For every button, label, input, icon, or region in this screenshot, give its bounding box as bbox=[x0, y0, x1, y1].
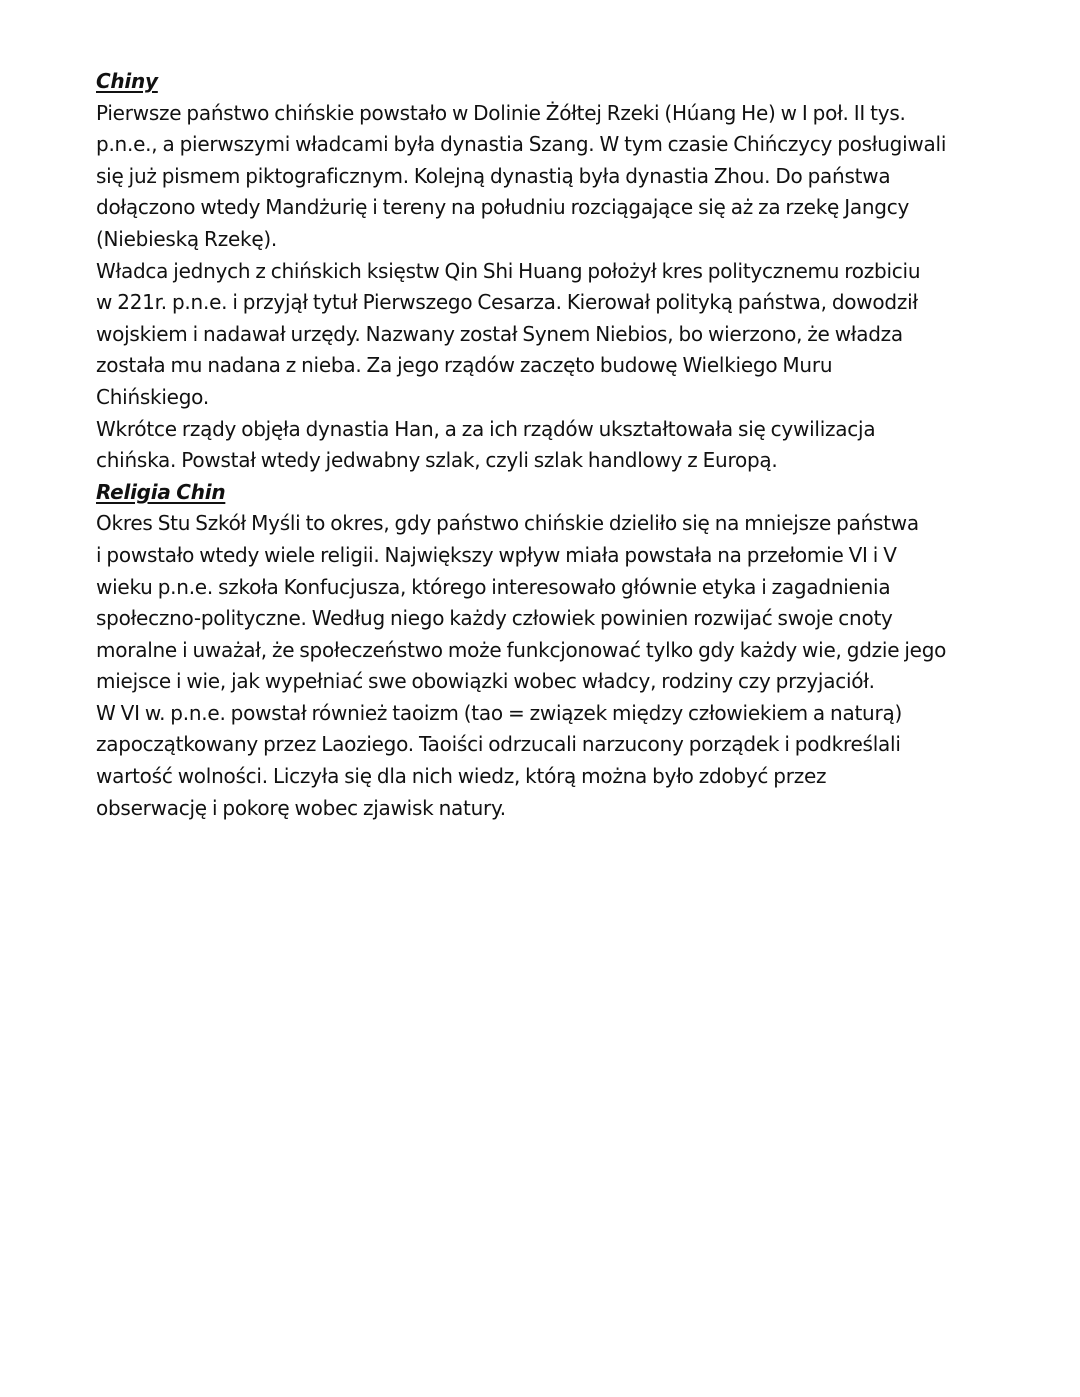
text-line: miejsce i wie, jak wypełniać swe obowiązki wobec władcy, rodziny czy przyjaciół. bbox=[96, 669, 875, 694]
text-line: moralne i uważał, że społeczeństwo może funkcjonować tylko gdy każdy wie, gdzie jego bbox=[96, 637, 947, 662]
text-line: (Niebieską Rzekę). bbox=[96, 226, 278, 251]
document-page bbox=[96, 66, 1036, 824]
text-line: Okres Stu Szkół Myśli to okres, gdy państwo chińskie dzieliło się na mniejsze państwa bbox=[96, 511, 919, 536]
text-line: Pierwsze państwo chińskie powstało w Dolinie Żółtej Rzeki (Húang He) w I poł. II tys. bbox=[96, 100, 906, 125]
text-line: w 221r. p.n.e. i przyjął tytuł Pierwszego Cesarza. Kierował polityką państwa, dowodził bbox=[96, 290, 918, 315]
text-line: Wkrótce rządy objęła dynastia Han, a za ich rządów ukształtowała się cywilizacja bbox=[96, 416, 876, 441]
text-line: społeczno-polityczne. Według niego każdy człowiek powinien rozwijać swoje cnoty bbox=[96, 606, 893, 631]
text-line: wojskiem i nadawał urzędy. Nazwany został Synem Niebios, bo wierzono, że władza bbox=[96, 321, 903, 346]
section-body-chiny bbox=[96, 98, 1036, 477]
section-heading-religia-chin: Religia Chin bbox=[96, 479, 226, 504]
text-line: się już pismem piktograficznym. Kolejną dynastią była dynastia Zhou. Do państwa bbox=[96, 163, 891, 188]
text-line: W VI w. p.n.e. powstał również taoizm (tao = związek między człowiekiem a naturą) bbox=[96, 700, 903, 725]
section-body-religia-chin bbox=[96, 508, 1036, 824]
text-line: wieku p.n.e. szkoła Konfucjusza, którego interesowało głównie etyka i zagadnienia bbox=[96, 574, 891, 599]
text-line: chińska. Powstał wtedy jedwabny szlak, czyli szlak handlowy z Europą. bbox=[96, 448, 778, 473]
section-heading-chiny: Chiny bbox=[96, 69, 158, 93]
text-line: Chińskiego. bbox=[96, 384, 209, 409]
text-line: p.n.e., a pierwszymi władcami była dynastia Szang. W tym czasie Chińczycy posługiwali bbox=[96, 132, 947, 157]
text-line: wartość wolności. Liczyła się dla nich wiedz, którą można było zdobyć przez bbox=[96, 764, 827, 789]
text-line: obserwację i pokorę wobec zjawisk natury. bbox=[96, 795, 506, 820]
text-line: Władca jednych z chińskich księstw Qin Shi Huang położył kres politycznemu rozbiciu bbox=[96, 258, 921, 283]
text-line: dołączono wtedy Mandżurię i tereny na południu rozciągające się aż za rzekę Jangcy bbox=[96, 195, 910, 220]
text-line: zapoczątkowany przez Laoziego. Taoiści odrzucali narzucony porządek i podkreślali bbox=[96, 732, 901, 757]
text-line: i powstało wtedy wiele religii. Największy wpływ miała powstała na przełomie VI i V bbox=[96, 542, 897, 567]
text-line: została mu nadana z nieba. Za jego rządów zaczęto budowę Wielkiego Muru bbox=[96, 353, 833, 378]
